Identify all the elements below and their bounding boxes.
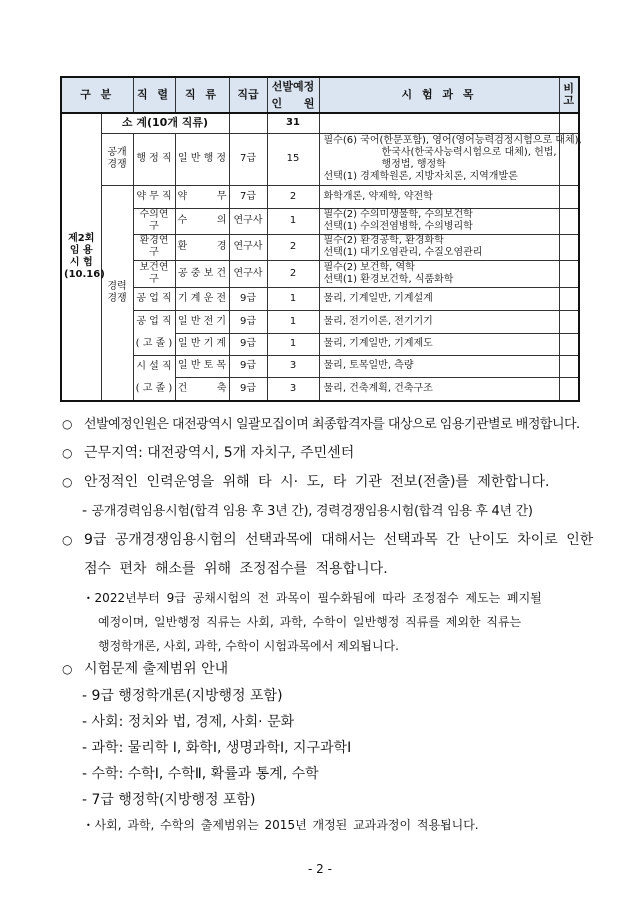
count-cell: 15 (267, 133, 319, 185)
note-text: 수학: 수학Ⅰ, 수학Ⅱ, 확률과 통계, 수학 (91, 766, 319, 782)
subtotal-grade (229, 113, 267, 133)
table-row (61, 133, 579, 185)
note-subitem (82, 500, 533, 519)
note-subitem (82, 737, 351, 757)
exam-table (60, 76, 580, 402)
subject-line: 행정법, 행정학 (381, 159, 446, 170)
subject-line: 선택(1) 수의전염병학, 수의병리학 (323, 221, 473, 232)
note-item (62, 658, 228, 678)
header-class: 직 류 (175, 77, 229, 113)
class-cell: 기 계 운 전 (175, 287, 229, 310)
note-continuation (84, 558, 388, 578)
series-cell (133, 355, 175, 401)
note-text: 점수 편차 해소를 위해 조정점수를 적용합니다. (84, 561, 388, 577)
class-a: 약 (177, 190, 188, 202)
subjects-cell (319, 208, 559, 234)
class-b: 무 (216, 190, 227, 202)
table-row (61, 310, 579, 334)
count-cell: 2 (267, 185, 319, 208)
exam-table-container (60, 76, 582, 402)
table-row (61, 234, 579, 260)
section-label-line: 시 험 (69, 256, 93, 268)
note-subitem (82, 789, 256, 809)
series-cell: 공 업 직 (133, 287, 175, 310)
header-grade: 직급 (229, 77, 267, 113)
label-line: 공개 (107, 147, 127, 158)
dash-bullet: - (82, 688, 88, 704)
subject-line: 선택(1) 경제학원론, 지방자치론, 지역개발론 (323, 171, 518, 182)
circle-bullet-icon: ○ (62, 417, 73, 431)
series-cell: 환경연구 (133, 234, 175, 260)
class-cell (175, 208, 229, 234)
subject-line: 한국사(한국사능력시험으로 대체), 헌법, (381, 147, 557, 158)
subtotal-remarks (559, 113, 579, 133)
label-line: 경쟁 (107, 292, 127, 304)
table-row (61, 260, 579, 287)
series-cell: 약 무 직 (133, 185, 175, 208)
subject-line: 선택(1) 대기오염관리, 수질오염관리 (323, 247, 483, 258)
class-cell: 일 반 행 정 (175, 133, 229, 185)
remarks-cell (559, 355, 579, 377)
class-cell: 공 중 보 건 (175, 260, 229, 287)
class-cell: 일 반 전 기 (175, 310, 229, 334)
section-label-line: (10.16) (64, 268, 105, 280)
subjects-cell (319, 355, 559, 377)
note-item (62, 471, 549, 491)
dash-bullet: - (82, 740, 88, 756)
count-cell: 1 (267, 208, 319, 234)
circle-bullet-icon: ○ (62, 662, 73, 676)
class-cell (175, 234, 229, 260)
count-cell: 2 (267, 260, 319, 287)
series-cell: 수의연구 (133, 208, 175, 234)
class-b: 경 (216, 241, 227, 252)
dash-bullet: - (82, 792, 88, 808)
subjects-cell (319, 234, 559, 260)
header-remarks: 비고 (559, 77, 579, 113)
grade-cell: 7급 (229, 133, 267, 185)
table-row (61, 185, 579, 208)
table-row (61, 287, 579, 310)
subject-line: 필수(2) 보건학, 역학 (323, 261, 415, 273)
header-subjects: 시 험 과 목 (319, 77, 559, 113)
remarks-cell (559, 334, 579, 355)
header-quota-a: 인 (271, 97, 283, 110)
label-line: 경쟁 (107, 159, 127, 170)
subjects-cell (319, 310, 559, 334)
grade-cell: 9급 (229, 355, 267, 377)
dot-bullet: • (86, 821, 91, 830)
circle-bullet-icon: ○ (62, 446, 73, 460)
remarks-cell (559, 377, 579, 400)
subjects-cell (319, 133, 582, 185)
grade-cell: 9급 (229, 377, 267, 400)
count-cell: 1 (267, 334, 319, 355)
remarks-cell (559, 260, 579, 287)
note-item (62, 413, 580, 432)
remarks-cell (559, 287, 579, 310)
note-text: 7급 행정학(지방행정 포함) (91, 792, 256, 808)
remarks-cell (559, 234, 579, 260)
subject-line: 필수(6) 국어(한문포함), 영어(영어능력검정시험으로 대체), (323, 135, 582, 146)
note-text: 시험문제 출제범위 안내 (84, 661, 229, 677)
subject-line: 물리, 기계일반, 기계제도 (323, 338, 433, 350)
remarks-cell (559, 208, 579, 234)
note-text: 예정이며, 일반행정 직류는 사회, 과학, 수학이 일반행정 직류를 제외한 직류는 (98, 615, 522, 629)
career-competition-label (101, 185, 133, 401)
subtotal-subjects (319, 113, 559, 133)
subject-line: 필수(2) 환경공학, 환경화학 (323, 235, 444, 246)
series-cell: 보건연구 (133, 260, 175, 287)
note-subitem (82, 763, 319, 783)
class-a: 환 (177, 241, 188, 252)
header-quota-b: 원 (303, 97, 315, 110)
grade-cell: 9급 (229, 310, 267, 334)
count-cell: 3 (267, 355, 319, 377)
class-cell (175, 377, 229, 400)
label-line: 경력 (107, 280, 127, 292)
dash-bullet: - (82, 714, 88, 730)
subject-line: 물리, 토목일반, 측량 (323, 360, 414, 372)
subject-line: 화학개론, 약제학, 약전학 (323, 190, 433, 202)
note-text: 9급 공개경쟁임용시험의 선택과목에 대해서는 선택과목 간 난이도 차이로 인한 (84, 532, 594, 548)
class-a: 수 (177, 215, 188, 226)
note-text: 공개경력임용시험(합격 임용 후 3년 간), 경력경쟁임용시험(합격 임용 후 4년 간) (91, 504, 533, 519)
grade-cell: 연구사 (229, 208, 267, 234)
subjects-cell (319, 185, 559, 208)
subjects-cell (319, 377, 559, 400)
grade-cell: 연구사 (229, 260, 267, 287)
section-label-line: 제2회 (68, 232, 95, 244)
subjects-cell (319, 287, 559, 310)
class-a: 건 (177, 382, 188, 394)
series-line: ( 고 졸 ) (135, 337, 173, 349)
remarks-cell (559, 310, 579, 334)
class-cell (175, 185, 229, 208)
series-line: 시 설 직 (136, 360, 172, 372)
note-subitem (82, 711, 294, 731)
header-category: 구 분 (61, 77, 133, 113)
subjects-cell (319, 334, 559, 355)
dash-bullet: - (82, 503, 88, 519)
dot-bullet: • (86, 594, 91, 603)
open-competition-label (101, 133, 133, 185)
note-text: 선발예정인원은 대전광역시 일괄모집이며 최종합격자를 대상으로 임용기관별로 배정합니다. (84, 417, 580, 432)
note-text: 사회: 정치와 법, 경제, 사회· 문화 (91, 714, 295, 730)
subject-line: 물리, 건축계획, 건축구조 (323, 382, 433, 394)
note-subitem (82, 685, 283, 705)
count-cell: 1 (267, 287, 319, 310)
remarks-cell (559, 185, 579, 208)
subtotal-row (61, 113, 579, 133)
grade-cell: 7급 (229, 185, 267, 208)
count-cell: 1 (267, 310, 319, 334)
table-header-row (61, 77, 579, 113)
note-footnote-continuation (98, 637, 399, 654)
subject-line: 물리, 기계일반, 기계설계 (323, 292, 433, 304)
grade-cell: 9급 (229, 334, 267, 355)
header-quota (267, 77, 319, 113)
subtotal-label: 소 계(10개 직류) (101, 113, 229, 133)
subject-line: 선택(1) 환경보건학, 식품화학 (323, 273, 454, 285)
header-quota-line1: 선발예정 (271, 80, 315, 93)
subtotal-count: 31 (267, 113, 319, 133)
note-text: 사회, 과학, 수학의 출제범위는 2015년 개정된 교과과정이 적용됩니다. (94, 818, 479, 832)
series-line: 공 업 직 (136, 315, 172, 327)
note-footnote (86, 816, 479, 833)
class-cell: 일 반 토 목 (175, 355, 229, 377)
series-line: ( 고 졸 ) (135, 382, 173, 394)
note-item (62, 529, 593, 549)
class-b: 축 (216, 382, 227, 394)
page-number: - 2 - (308, 862, 332, 876)
note-footnote (86, 589, 542, 606)
table-row (61, 208, 579, 234)
note-text: 2022년부터 9급 공채시험의 전 과목이 필수화됨에 따라 조정점수 제도는 폐지될 (94, 591, 542, 605)
grade-cell: 연구사 (229, 234, 267, 260)
circle-bullet-icon: ○ (62, 475, 73, 489)
note-item (62, 442, 354, 462)
note-text: 행정학개론, 사회, 과학, 수학이 시험과목에서 제외됩니다. (98, 639, 399, 653)
subject-line: 물리, 전기이론, 전기기기 (323, 315, 433, 327)
series-cell: 행 정 직 (133, 133, 175, 185)
section-label-line: 임 용 (69, 244, 93, 256)
table-row (61, 355, 579, 377)
series-cell (133, 310, 175, 355)
note-text: 9급 행정학개론(지방행정 포함) (91, 688, 283, 704)
class-cell: 일 반 기 계 (175, 334, 229, 355)
section-label (61, 113, 105, 401)
count-cell: 2 (267, 234, 319, 260)
note-footnote-continuation (98, 613, 521, 630)
grade-cell: 9급 (229, 287, 267, 310)
dash-bullet: - (82, 766, 88, 782)
note-text: 근무지역: 대전광역시, 5개 자치구, 주민센터 (84, 445, 355, 461)
circle-bullet-icon: ○ (62, 533, 73, 547)
note-text: 안정적인 인력운영을 위해 타 시· 도, 타 기관 전보(전출)를 제한합니다. (84, 474, 550, 490)
header-series: 직 렬 (133, 77, 175, 113)
header-quota-line2 (268, 95, 319, 112)
class-b: 의 (216, 215, 227, 226)
subjects-cell (319, 260, 559, 287)
note-text: 과학: 물리학 Ⅰ, 화학Ⅰ, 생명과학Ⅰ, 지구과학Ⅰ (91, 740, 352, 756)
subject-line: 필수(2) 수의미생물학, 수의보건학 (323, 209, 473, 220)
count-cell: 3 (267, 377, 319, 400)
